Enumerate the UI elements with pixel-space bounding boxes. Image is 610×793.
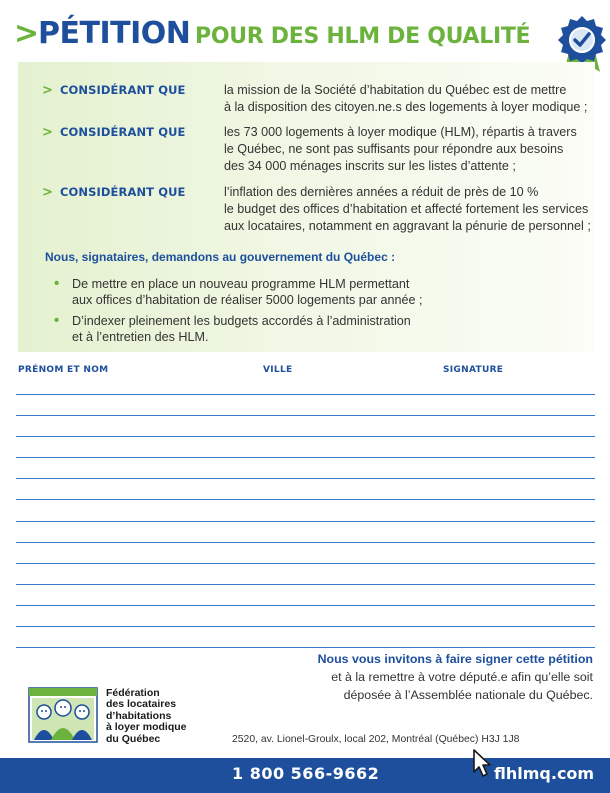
clause-chevron: > bbox=[42, 125, 53, 140]
bullet-icon: • bbox=[54, 275, 60, 292]
organization-name-line: Fédération bbox=[106, 687, 160, 699]
clause-chevron: > bbox=[42, 185, 53, 200]
signature-row[interactable] bbox=[16, 626, 595, 627]
column-header-city: VILLE bbox=[263, 365, 293, 375]
phone-number: 1 800 566-9662 bbox=[232, 764, 380, 783]
signature-row[interactable] bbox=[16, 521, 595, 522]
title-chevron: > bbox=[14, 16, 40, 51]
clause-line: à la disposition des citoyen.ne.s des logements à loyer modique ; bbox=[224, 100, 588, 114]
clause-body bbox=[224, 184, 610, 235]
page-title: PÉTITION bbox=[38, 16, 191, 51]
organization-name-line: à loyer modique bbox=[106, 721, 187, 734]
page-subtitle: POUR DES HLM DE QUALITÉ bbox=[195, 24, 531, 49]
invitation-line: déposée à l’Assemblée nationale du Québec. bbox=[343, 688, 593, 702]
clause-line: le Québec, ne sont pas suffisants pour répondre aux besoins bbox=[224, 142, 564, 156]
demand-text bbox=[72, 276, 492, 308]
signature-row[interactable] bbox=[16, 499, 595, 500]
bullet-icon: • bbox=[54, 312, 60, 329]
demand-line: D’indexer pleinement les budgets accordés à l’administration bbox=[72, 314, 411, 328]
signature-row[interactable] bbox=[16, 584, 595, 585]
organization-name bbox=[106, 688, 187, 745]
organization-name-line: d’habitations bbox=[106, 709, 172, 722]
clause-lead: CONSIDÉRANT QUE bbox=[60, 83, 186, 97]
signature-row[interactable] bbox=[16, 563, 595, 564]
demand-intro: Nous, signataires, demandons au gouvernement du Québec : bbox=[45, 250, 396, 264]
signature-row[interactable] bbox=[16, 478, 595, 479]
clause-line: les 73 000 logements à loyer modique (HLM), répartis à travers bbox=[224, 125, 577, 139]
signature-row[interactable] bbox=[16, 457, 595, 458]
clause-line: le budget des offices d’habitation et affecté fortement les services bbox=[224, 202, 589, 216]
signature-row[interactable] bbox=[16, 605, 595, 606]
column-header-signature: SIGNATURE bbox=[443, 365, 504, 375]
federation-logo bbox=[28, 686, 98, 744]
demand-line: De mettre en place un nouveau programme HLM permettant bbox=[72, 277, 410, 291]
clause-line: aux locataires, notamment en aggravant la pénurie de personnel ; bbox=[224, 219, 591, 233]
clause-chevron: > bbox=[42, 83, 53, 98]
organization-name-line: des locataires bbox=[106, 698, 177, 711]
clause-line: la mission de la Société d’habitation du Québec est de mettre bbox=[224, 83, 567, 97]
signature-row[interactable] bbox=[16, 415, 595, 416]
organization-name-line: du Québec bbox=[106, 732, 161, 745]
signature-lines bbox=[16, 394, 595, 668]
clause-body bbox=[224, 124, 610, 175]
column-header-name: PRÉNOM ET NOM bbox=[18, 365, 109, 375]
demand-line: et à l’entretien des HLM. bbox=[72, 330, 209, 344]
organization-address: 2520, av. Lionel-Groulx, local 202, Montréal (Québec) H3J 1J8 bbox=[232, 734, 520, 745]
petition-header bbox=[14, 14, 610, 62]
clause-line: l’inflation des dernières années a réduit de près de 10 % bbox=[224, 185, 539, 199]
website-link[interactable]: flhlmq.com bbox=[494, 764, 595, 783]
demand-text bbox=[72, 313, 492, 345]
clause-lead: CONSIDÉRANT QUE bbox=[60, 185, 186, 199]
invitation-text bbox=[318, 650, 593, 704]
invitation-line: et à la remettre à votre député.e afin qu’elle soit bbox=[331, 670, 593, 684]
clause-line: des 34 000 ménages inscrits sur les listes d’attente ; bbox=[224, 159, 516, 173]
invitation-lead: Nous vous invitons à faire signer cette pétition bbox=[317, 652, 593, 666]
demand-line: aux offices d’habitation de réaliser 5000 logements par année ; bbox=[72, 293, 423, 307]
clause-lead: CONSIDÉRANT QUE bbox=[60, 125, 186, 139]
considerations-panel bbox=[18, 62, 595, 352]
clause-body bbox=[224, 82, 610, 116]
pointer-cursor-icon bbox=[470, 748, 494, 778]
signature-row[interactable] bbox=[16, 542, 595, 543]
signature-row[interactable] bbox=[16, 436, 595, 437]
signature-row[interactable] bbox=[16, 647, 595, 648]
signature-row[interactable] bbox=[16, 394, 595, 395]
